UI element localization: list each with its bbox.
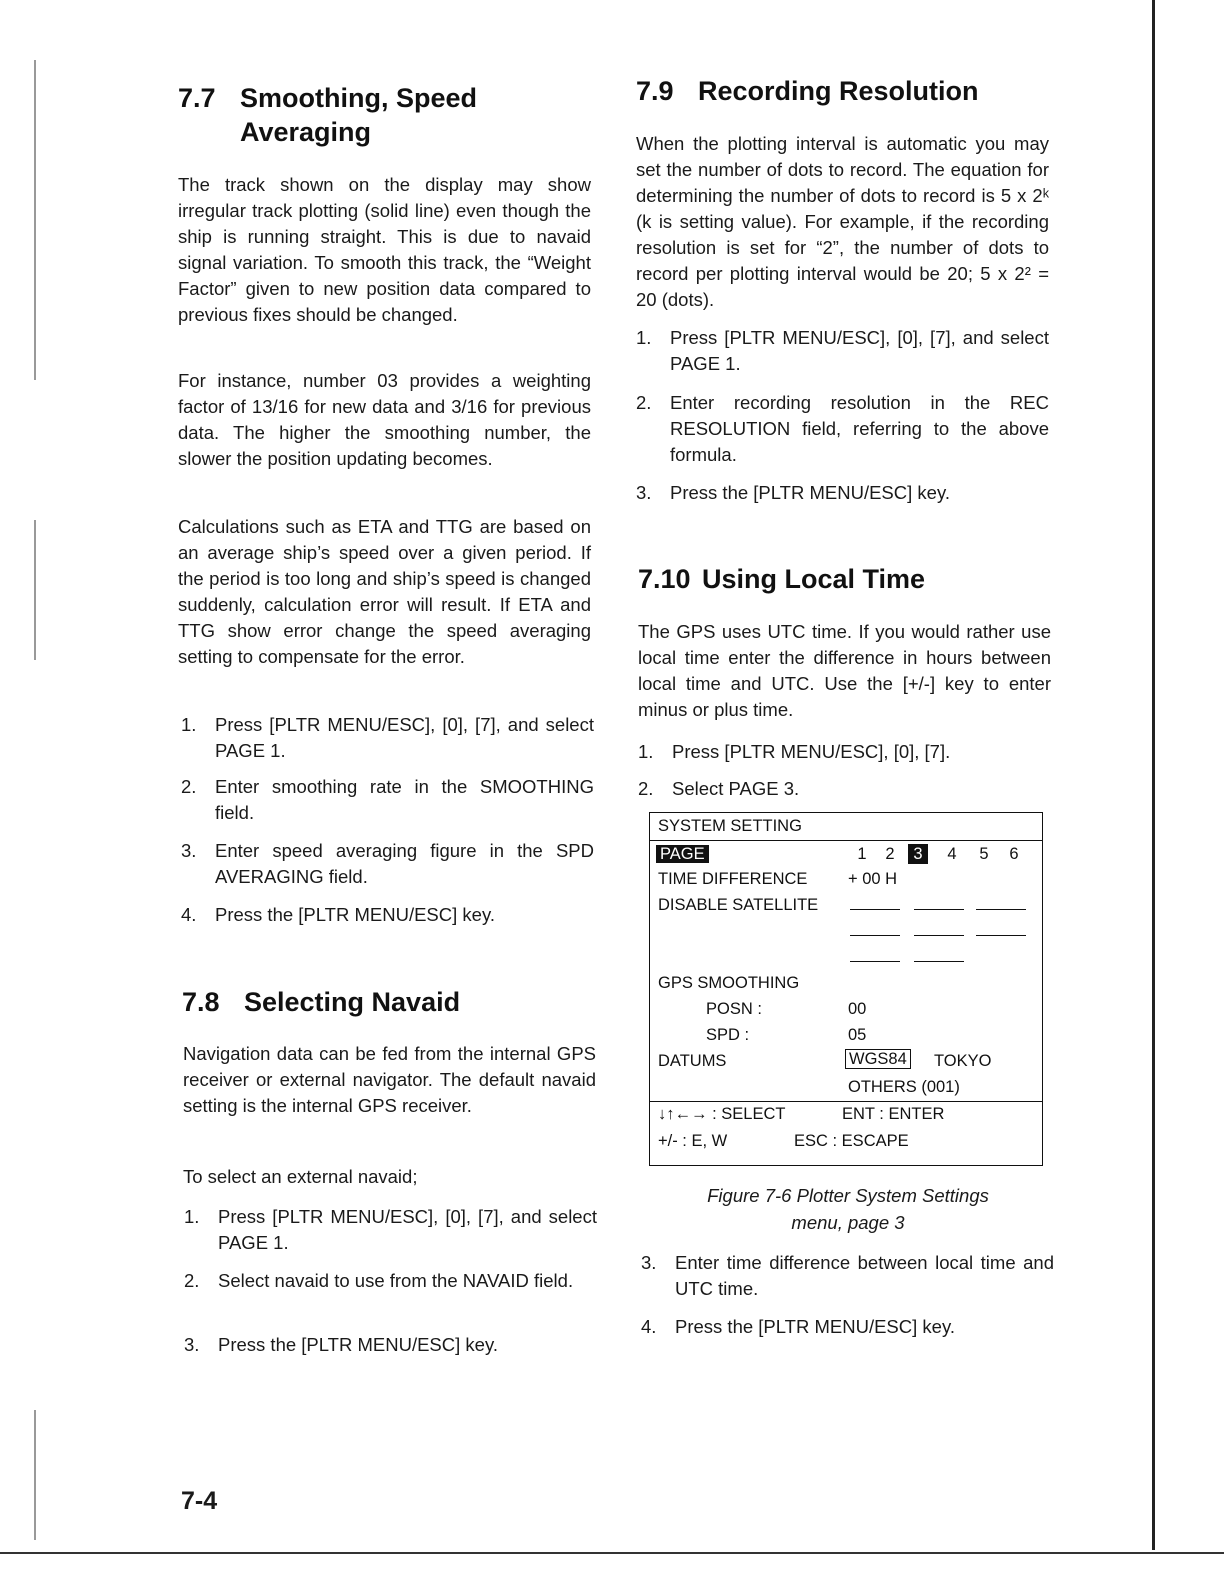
step-text: Select navaid to use from the NAVAID field.: [218, 1270, 574, 1291]
page-option-4: 4: [947, 845, 957, 863]
step-number: 4.: [181, 904, 197, 925]
step-number: 3.: [636, 482, 652, 503]
caption-line1: Figure 7-6 Plotter System Settings: [707, 1185, 989, 1206]
satellite-slot: [976, 935, 1026, 936]
datums-label: DATUMS: [658, 1052, 727, 1070]
page-option-3-selected: 3: [908, 844, 928, 864]
figure-caption: [650, 1182, 1046, 1236]
spd-value: 05: [848, 1026, 867, 1044]
list-item: [181, 838, 594, 890]
datum-others: OTHERS (001): [848, 1078, 960, 1096]
list-item: [184, 1332, 597, 1358]
step-text: Press the [PLTR MENU/ESC] key.: [675, 1316, 955, 1337]
spd-label: SPD :: [706, 1026, 750, 1044]
list-item: [638, 739, 1051, 765]
time-difference-value: + 00 H: [848, 870, 898, 888]
step-number: 3.: [184, 1334, 200, 1355]
scan-mark: [34, 1410, 36, 1540]
satellite-slot: [850, 935, 900, 936]
datum-wgs84-boxed: WGS84: [845, 1049, 911, 1069]
list-item: [181, 712, 594, 764]
list-item: [184, 1268, 597, 1320]
posn-value: 00: [848, 1000, 867, 1018]
step-text: Press [PLTR MENU/ESC], [0], [7], and select PAGE 1.: [215, 714, 594, 761]
paragraph: The track shown on the display may show irregular track plotting (solid line) even though the ship is running straight. This is due to navaid signal variation. To smooth this track, the “Weight Factor” given to new position data compared to previous fixes should be changed.: [178, 174, 591, 325]
step-number: 2.: [636, 392, 652, 413]
section-title: Smoothing, Speed: [240, 83, 478, 113]
step-text: Press [PLTR MENU/ESC], [0], [7], and select PAGE 1.: [670, 327, 1049, 374]
satellite-slot: [850, 961, 900, 962]
page-edge-right: [1152, 0, 1155, 1550]
paragraph: Calculations such as ETA and TTG are based on an average ship’s speed over a given period. If the period is too long and ship’s speed is changed suddenly, calculation error will result. If ETA and TTG show error change the speed averaging setting to compensate for the error.: [178, 516, 591, 667]
page-number: 7-4: [181, 1487, 218, 1515]
section-number: 7.7: [178, 83, 216, 113]
satellite-slot: [914, 909, 964, 910]
step-text: Enter recording resolution in the REC RESOLUTION field, referring to the above formula.: [670, 392, 1049, 465]
step-number: 2.: [181, 776, 197, 797]
step-number: 3.: [641, 1252, 657, 1273]
section-7-9-heading: [636, 74, 1056, 108]
page-option-2: 2: [885, 845, 895, 863]
caption-line2: menu, page 3: [791, 1212, 905, 1233]
section-7-10-heading: [638, 562, 1058, 596]
scan-mark: [34, 520, 36, 660]
footer-select-hint: ↓↑←→ : SELECT: [658, 1105, 786, 1123]
list-item: [184, 1204, 597, 1256]
page-option-6: 6: [1009, 845, 1019, 863]
posn-label: POSN :: [706, 1000, 762, 1018]
section-number: 7.10: [638, 564, 691, 594]
satellite-slot: [976, 909, 1026, 910]
list-item: [641, 1314, 1054, 1340]
time-difference-label: TIME DIFFERENCE: [658, 870, 808, 888]
page-label-text: PAGE: [656, 845, 709, 863]
step-text: Enter speed averaging figure in the SPD AVERAGING field.: [215, 840, 594, 887]
step-number: 2.: [184, 1270, 200, 1291]
paragraph: For instance, number 03 provides a weighting factor of 13/16 for new data and 3/16 for previous data. The higher the smoothing number, the slower the position updating becomes.: [178, 370, 591, 469]
page-label: [656, 844, 709, 864]
section-7-7-heading: [178, 81, 598, 149]
satellite-slot: [914, 961, 964, 962]
divider: [650, 840, 1042, 841]
screen-title: SYSTEM SETTING: [658, 817, 802, 835]
step-text: Press [PLTR MENU/ESC], [0], [7].: [672, 741, 951, 762]
page-edge-bottom: [0, 1552, 1224, 1554]
step-number: 1.: [638, 741, 654, 762]
page-option-1: 1: [857, 845, 867, 863]
list-item: [181, 902, 594, 928]
step-text: Press the [PLTR MENU/ESC] key.: [215, 904, 495, 925]
paragraph: The GPS uses UTC time. If you would rather use local time enter the difference in hours between local time and UTC. Use the [+/-] key to enter minus or plus time.: [638, 621, 1051, 720]
step-number: 3.: [181, 840, 197, 861]
disable-satellite-label: DISABLE SATELLITE: [658, 896, 819, 914]
datum-tokyo: TOKYO: [934, 1052, 992, 1070]
satellite-slot: [914, 935, 964, 936]
list-item: [636, 325, 1049, 377]
page-option-5: 5: [979, 845, 989, 863]
section-number: 7.8: [182, 987, 220, 1017]
step-text: Press [PLTR MENU/ESC], [0], [7], and select PAGE 1.: [218, 1206, 597, 1253]
step-number: 4.: [641, 1316, 657, 1337]
footer-ew-hint: +/- : E, W: [658, 1132, 728, 1150]
satellite-slot: [850, 909, 900, 910]
step-number: 2.: [638, 778, 654, 799]
footer-escape-hint: ESC : ESCAPE: [794, 1132, 909, 1150]
section-7-8-heading: [182, 985, 602, 1019]
list-item: [636, 480, 1049, 506]
list-item: [636, 390, 1049, 468]
step-text: Enter time difference between local time and UTC time.: [675, 1252, 1054, 1299]
list-item: [638, 776, 1051, 802]
list-item: [641, 1250, 1054, 1302]
step-text: Press the [PLTR MENU/ESC] key.: [670, 482, 950, 503]
step-number: 1.: [181, 714, 197, 735]
step-text: Enter smoothing rate in the SMOOTHING field.: [215, 776, 594, 823]
list-item: [181, 774, 594, 826]
step-text: Press the [PLTR MENU/ESC] key.: [218, 1334, 498, 1355]
section-number: 7.9: [636, 76, 674, 106]
section-title-line2: Averaging: [240, 117, 372, 147]
step-number: 1.: [184, 1206, 200, 1227]
paragraph: To select an external navaid;: [183, 1166, 418, 1187]
step-number: 1.: [636, 327, 652, 348]
section-title: Selecting Navaid: [244, 987, 461, 1017]
datum-selected: [845, 1049, 911, 1069]
scan-mark: [34, 60, 36, 380]
paragraph: When the plotting interval is automatic you may set the number of dots to record. The equation for determining the number of dots to record is 5 x 2ᵏ (k is setting value). For example, if the recording resolution is set for “2”, the number of dots to record per plotting interval would be 20; 5 x 2² = 20 (dots).: [636, 133, 1049, 310]
system-setting-screen: [649, 812, 1043, 1166]
footer-enter-hint: ENT : ENTER: [842, 1105, 945, 1123]
divider: [650, 1101, 1042, 1102]
section-title: Using Local Time: [702, 564, 926, 594]
section-title: Recording Resolution: [698, 76, 979, 106]
gps-smoothing-label: GPS SMOOTHING: [658, 974, 800, 992]
step-text: Select PAGE 3.: [672, 778, 800, 799]
paragraph: Navigation data can be fed from the internal GPS receiver or external navigator. The default navaid setting is the internal GPS receiver.: [183, 1043, 596, 1116]
